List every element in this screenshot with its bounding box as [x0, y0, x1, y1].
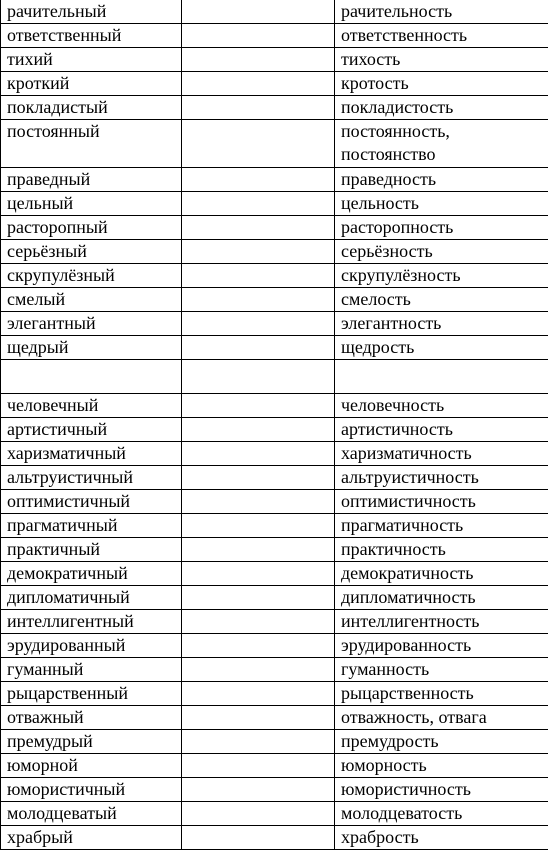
adjective-cell: кроткий	[1, 72, 182, 96]
noun-cell: эрудированность	[335, 634, 548, 658]
adjective-cell: постоянный	[1, 120, 182, 168]
noun-cell: тихость	[335, 48, 548, 72]
noun-cell: отважность, отвага	[335, 706, 548, 730]
empty-cell	[182, 312, 335, 336]
empty-cell	[182, 538, 335, 562]
empty-cell	[182, 442, 335, 466]
table-row	[1, 802, 548, 826]
table-row	[1, 72, 548, 96]
empty-cell	[182, 562, 335, 586]
adjective-cell: артистичный	[1, 418, 182, 442]
empty-cell	[182, 394, 335, 418]
table-row	[1, 336, 548, 360]
noun-cell: оптимистичность	[335, 490, 548, 514]
empty-cell	[182, 490, 335, 514]
adjective-cell: дипломатичный	[1, 586, 182, 610]
noun-cell: храбрость	[335, 826, 548, 850]
noun-cell: покладистость	[335, 96, 548, 120]
table-row	[1, 360, 548, 394]
noun-cell: альтруистичность	[335, 466, 548, 490]
empty-cell	[182, 336, 335, 360]
empty-cell	[182, 192, 335, 216]
noun-cell: гуманность	[335, 658, 548, 682]
adjective-cell: праведный	[1, 168, 182, 192]
adjective-cell: оптимистичный	[1, 490, 182, 514]
noun-cell: элегантность	[335, 312, 548, 336]
table-row	[1, 0, 548, 24]
table-row	[1, 730, 548, 754]
table-row	[1, 192, 548, 216]
empty-cell	[182, 658, 335, 682]
empty-cell	[182, 754, 335, 778]
adjective-cell: эрудированный	[1, 634, 182, 658]
empty-cell	[182, 730, 335, 754]
adjective-cell: харизматичный	[1, 442, 182, 466]
adjective-cell: рачительный	[1, 0, 182, 24]
table-row	[1, 216, 548, 240]
empty-cell	[182, 586, 335, 610]
table-row	[1, 48, 548, 72]
adjective-cell: отважный	[1, 706, 182, 730]
table-row	[1, 24, 548, 48]
word-table-body	[1, 0, 548, 850]
noun-cell	[335, 360, 548, 394]
table-row	[1, 288, 548, 312]
empty-cell	[182, 48, 335, 72]
empty-cell	[182, 72, 335, 96]
table-row	[1, 586, 548, 610]
table-row	[1, 658, 548, 682]
adjective-cell: тихий	[1, 48, 182, 72]
noun-cell: человечность	[335, 394, 548, 418]
adjective-cell: юмористичный	[1, 778, 182, 802]
noun-cell: скрупулёзность	[335, 264, 548, 288]
adjective-cell: премудрый	[1, 730, 182, 754]
noun-cell: юмористичность	[335, 778, 548, 802]
noun-cell: кротость	[335, 72, 548, 96]
empty-cell	[182, 514, 335, 538]
noun-cell: смелость	[335, 288, 548, 312]
noun-cell: праведность	[335, 168, 548, 192]
adjective-cell: щедрый	[1, 336, 182, 360]
table-row	[1, 168, 548, 192]
table-row	[1, 538, 548, 562]
noun-cell: серьёзность	[335, 240, 548, 264]
noun-cell: артистичность	[335, 418, 548, 442]
noun-cell: дипломатичность	[335, 586, 548, 610]
adjective-cell: практичный	[1, 538, 182, 562]
noun-cell: харизматичность	[335, 442, 548, 466]
noun-cell: ответственность	[335, 24, 548, 48]
empty-cell	[182, 264, 335, 288]
noun-cell: щедрость	[335, 336, 548, 360]
adjective-cell: цельный	[1, 192, 182, 216]
noun-cell: молодцеватость	[335, 802, 548, 826]
adjective-cell: ответственный	[1, 24, 182, 48]
table-row	[1, 312, 548, 336]
noun-cell: постоянность, постоянство	[335, 120, 548, 168]
table-row	[1, 706, 548, 730]
empty-cell	[182, 778, 335, 802]
adjective-cell: гуманный	[1, 658, 182, 682]
adjective-cell: храбрый	[1, 826, 182, 850]
table-row	[1, 240, 548, 264]
noun-cell: цельность	[335, 192, 548, 216]
empty-cell	[182, 634, 335, 658]
table-row	[1, 466, 548, 490]
empty-cell	[182, 706, 335, 730]
empty-cell	[182, 0, 335, 24]
noun-cell: прагматичность	[335, 514, 548, 538]
adjective-cell: интеллигентный	[1, 610, 182, 634]
noun-cell: премудрость	[335, 730, 548, 754]
table-row	[1, 514, 548, 538]
table-row	[1, 754, 548, 778]
adjective-cell: смелый	[1, 288, 182, 312]
empty-cell	[182, 682, 335, 706]
table-row	[1, 778, 548, 802]
table-row	[1, 826, 548, 850]
adjective-cell: демократичный	[1, 562, 182, 586]
adjective-cell	[1, 360, 182, 394]
table-row	[1, 682, 548, 706]
adjective-cell: рыцарственный	[1, 682, 182, 706]
adjective-cell: элегантный	[1, 312, 182, 336]
empty-cell	[182, 216, 335, 240]
noun-cell: рыцарственность	[335, 682, 548, 706]
empty-cell	[182, 802, 335, 826]
empty-cell	[182, 288, 335, 312]
adjective-cell: скрупулёзный	[1, 264, 182, 288]
noun-cell: практичность	[335, 538, 548, 562]
noun-cell: расторопность	[335, 216, 548, 240]
empty-cell	[182, 240, 335, 264]
empty-cell	[182, 24, 335, 48]
adjective-cell: юморной	[1, 754, 182, 778]
table-row	[1, 610, 548, 634]
noun-cell: демократичность	[335, 562, 548, 586]
adjective-cell: покладистый	[1, 96, 182, 120]
table-row	[1, 562, 548, 586]
table-row	[1, 418, 548, 442]
table-row	[1, 490, 548, 514]
noun-cell: интеллигентность	[335, 610, 548, 634]
table-row	[1, 120, 548, 168]
adjective-cell: прагматичный	[1, 514, 182, 538]
table-row	[1, 442, 548, 466]
table-row	[1, 634, 548, 658]
noun-cell: рачительность	[335, 0, 548, 24]
adjective-cell: серьёзный	[1, 240, 182, 264]
empty-cell	[182, 360, 335, 394]
empty-cell	[182, 120, 335, 168]
empty-cell	[182, 826, 335, 850]
adjective-cell: альтруистичный	[1, 466, 182, 490]
empty-cell	[182, 418, 335, 442]
noun-cell: юморность	[335, 754, 548, 778]
empty-cell	[182, 168, 335, 192]
adjective-cell: расторопный	[1, 216, 182, 240]
table-row	[1, 264, 548, 288]
empty-cell	[182, 466, 335, 490]
adjective-cell: молодцеватый	[1, 802, 182, 826]
table-row	[1, 96, 548, 120]
empty-cell	[182, 96, 335, 120]
table-row	[1, 394, 548, 418]
adjective-cell: человечный	[1, 394, 182, 418]
empty-cell	[182, 610, 335, 634]
